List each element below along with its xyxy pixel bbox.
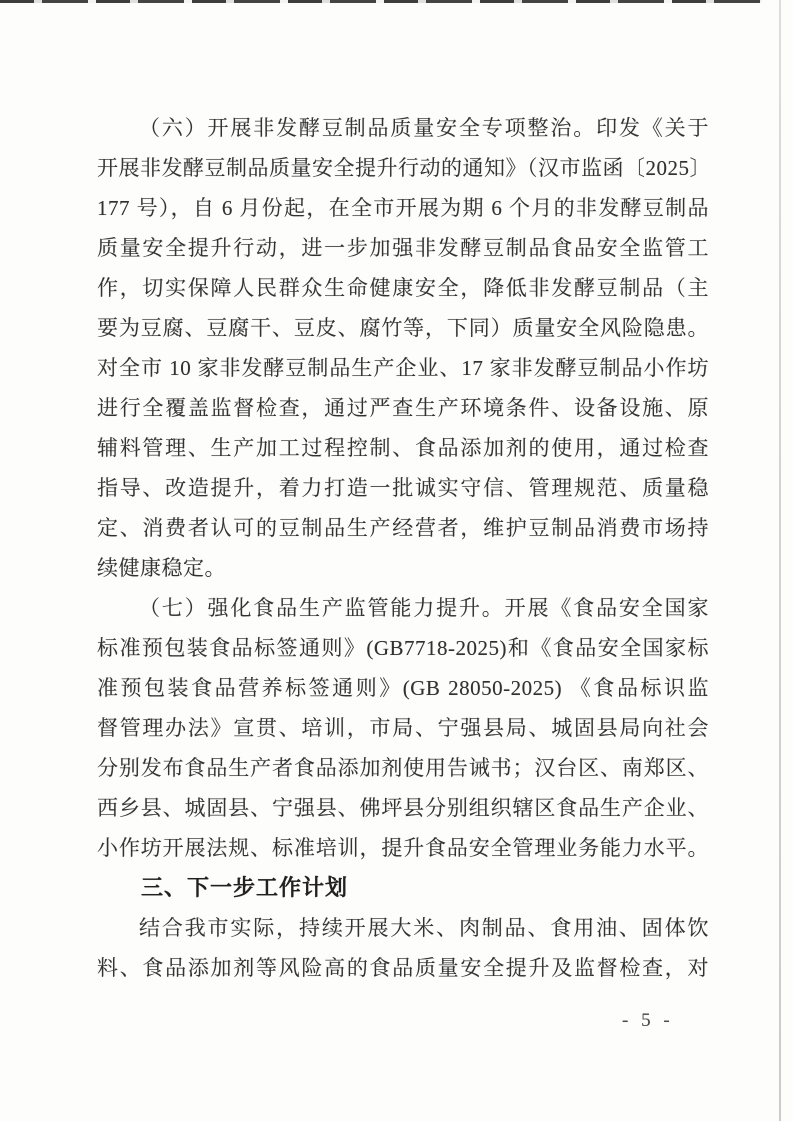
- body-line: 进行全覆盖监督检查，通过严查生产环境条件、设备设施、原: [97, 396, 709, 420]
- body-line: 续健康稳定。: [97, 556, 226, 580]
- body-line: 小作坊开展法规、标准培训，提升食品安全管理业务能力水平。: [97, 836, 709, 860]
- body-line: 定、消费者认可的豆制品生产经营者，维护豆制品消费市场持: [97, 516, 709, 540]
- body-line: （六）开展非发酵豆制品质量安全专项整治。印发《关于: [139, 116, 709, 140]
- body-line: 177 号），自 6 月份起，在全市开展为期 6 个月的非发酵豆制品: [97, 196, 709, 220]
- body-line: 开展非发酵豆制品质量安全提升行动的通知》（汉市监函〔2025〕: [97, 156, 711, 180]
- scan-artifact-top-edge: [0, 0, 762, 3]
- body-line: 辅料管理、生产加工过程控制、食品添加剂的使用，通过检查: [97, 436, 709, 460]
- body-line: 料、食品添加剂等风险高的食品质量安全提升及监督检查，对: [97, 956, 709, 980]
- body-line: 指导、改造提升，着力打造一批诚实守信、管理规范、质量稳: [97, 476, 709, 500]
- body-line: 作，切实保障人民群众生命健康安全，降低非发酵豆制品（主: [97, 276, 709, 300]
- body-line: 督管理办法》宣贯、培训，市局、宁强县局、城固县局向社会: [97, 716, 709, 740]
- body-line: 西乡县、城固县、宁强县、佛坪县分别组织辖区食品生产企业、: [97, 796, 709, 820]
- document-body: [97, 108, 709, 988]
- body-line: 标准预包装食品标签通则》(GB7718-2025)和《食品安全国家标: [97, 636, 709, 660]
- body-line: （七）强化食品生产监管能力提升。开展《食品安全国家: [139, 596, 709, 620]
- body-line: 分别发布食品生产者食品添加剂使用告诫书；汉台区、南郑区、: [97, 756, 709, 780]
- body-line: 要为豆腐、豆腐干、豆皮、腐竹等，下同）质量安全风险隐患。: [97, 316, 709, 340]
- body-line: 质量安全提升行动，进一步加强非发酵豆制品食品安全监管工: [97, 236, 709, 260]
- page-number: - 5 -: [622, 1010, 674, 1031]
- body-line: 结合我市实际，持续开展大米、肉制品、食用油、固体饮: [139, 916, 709, 940]
- body-line: 准预包装食品营养标签通则》(GB 28050-2025) 《食品标识监: [97, 676, 709, 700]
- scan-artifact-right-edge: [779, 0, 781, 1121]
- body-line: 对全市 10 家非发酵豆制品生产企业、17 家非发酵豆制品小作坊: [97, 356, 709, 380]
- section-heading: 三、下一步工作计划: [141, 875, 349, 900]
